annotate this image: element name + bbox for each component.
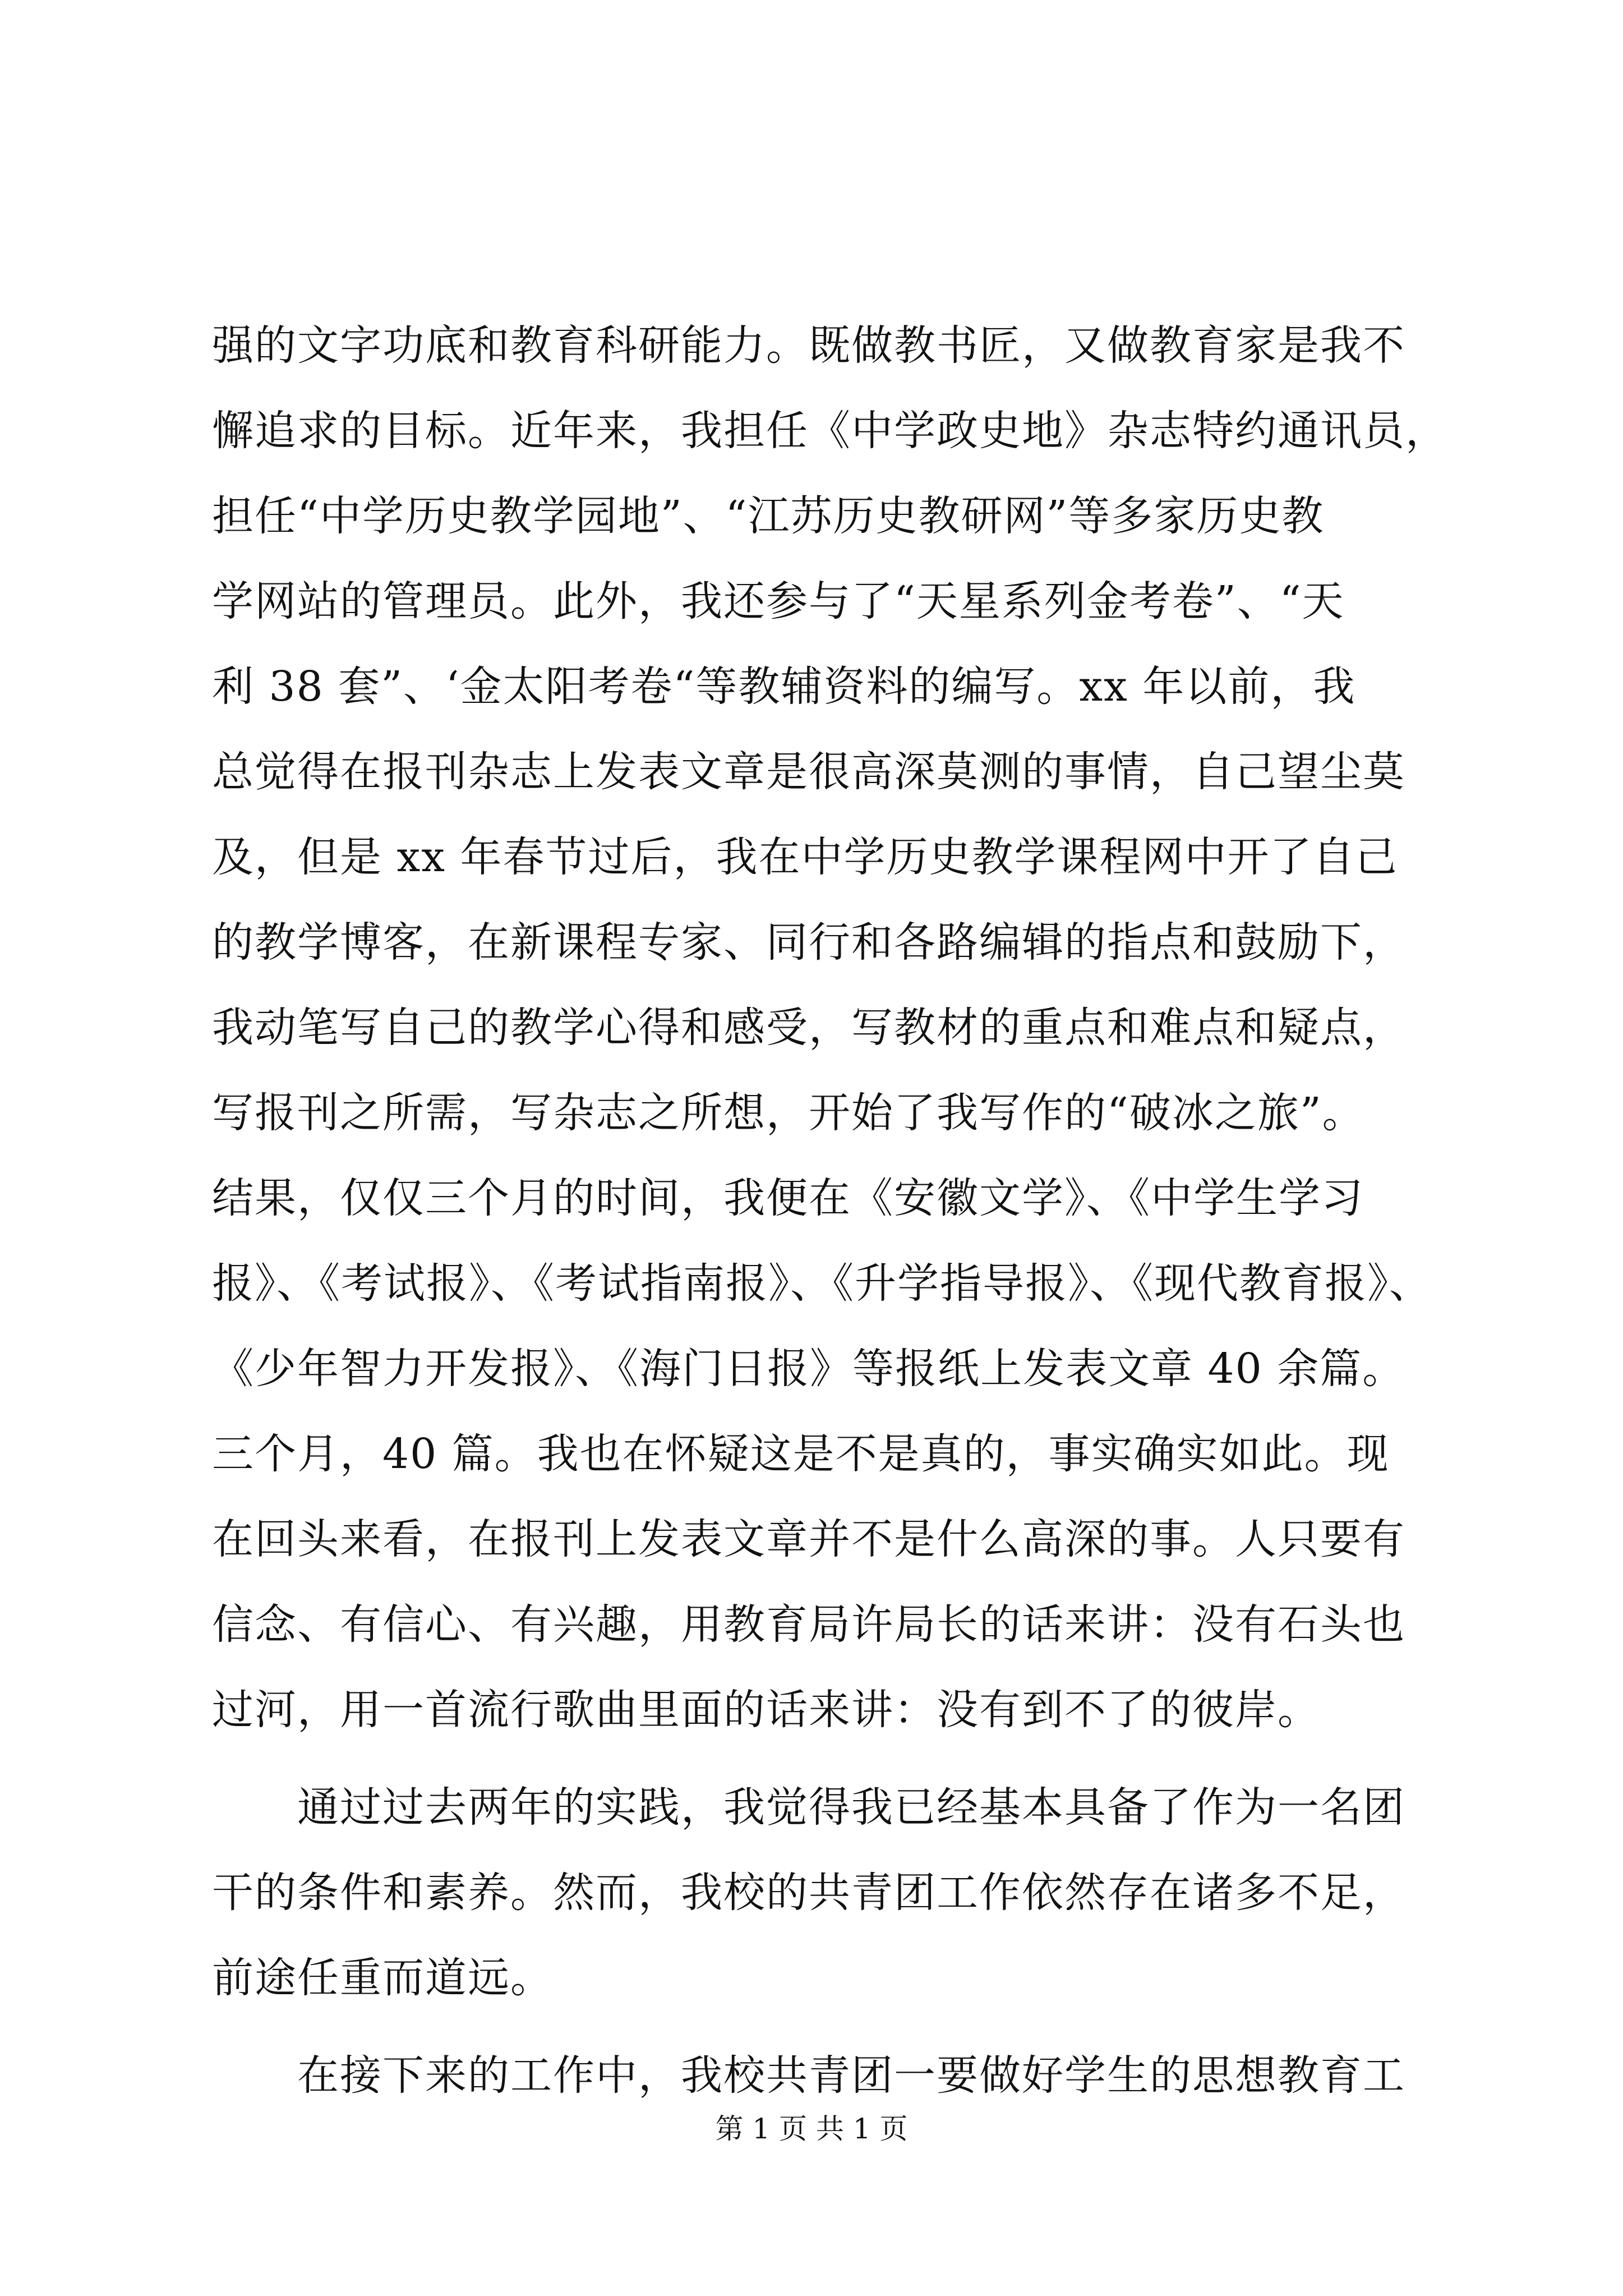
text-line: 担任“中学历史教学园地”、“江苏历史教研网”等多家历史教 (212, 492, 1325, 540)
paragraph-start-line: 在接下来的工作中，我校共青团一要做好学生的思想教育工 (212, 2051, 1405, 2100)
text-line: 利 38 套”、‘金太阳考卷“等教辅资料的编写。xx 年以前，我 (212, 662, 1356, 711)
text-line: 干的条件和素养。然而，我校的共青团工作依然存在诸多不足， (212, 1869, 1405, 1917)
paragraph-start-line: 通过过去两年的实践，我觉得我已经基本具备了作为一名团 (212, 1783, 1405, 1832)
text-line: 及，但是 xx 年春节过后，我在中学历史教学课程网中开了自己 (212, 833, 1398, 881)
text-line: 结果，仅仅三个月的时间，我便在《安徽文学》、《中学生学习 (212, 1174, 1364, 1222)
text-line: 在回头来看，在报刊上发表文章并不是什么高深的事。人只要有 (212, 1515, 1405, 1563)
text-line: 过河，用一首流行歌曲里面的话来讲：没有到不了的彼岸。 (212, 1686, 1320, 1734)
text-line: 我动笔写自己的教学心得和感受，写教材的重点和难点和疑点， (212, 1004, 1405, 1052)
text-line: 三个月，40 篇。我也在怀疑这是不是真的，事实确实如此。现 (212, 1430, 1390, 1478)
text-line: 学网站的管理员。此外，我还参与了“天星系列金考卷”、“天 (212, 577, 1345, 625)
document-body (212, 303, 1468, 2118)
page-footer (0, 2109, 1623, 2148)
text-line: 写报刊之所需，写杂志之所想，开始了我写作的“破冰之旅”。 (212, 1089, 1365, 1137)
text-line: 前途任重而道远。 (212, 1954, 553, 2002)
text-line: 信念、有信心、有兴趣，用教育局许局长的话来讲：没有石头也 (212, 1600, 1405, 1649)
text-line: 懈追求的目标。近年来，我担任《中学政史地》杂志特约通讯员， (212, 407, 1448, 455)
page-number-label: 第 1 页 共 1 页 (715, 2113, 908, 2145)
text-line: 报》、《考试报》、《考试指南报》、《升学指导报》、《现代教育报》、 (212, 1259, 1432, 1308)
text-line: 的教学博客，在新课程专家、同行和各路编辑的指点和鼓励下， (212, 918, 1405, 967)
text-line: 《少年智力开发报》、《海门日报》等报纸上发表文章 40 余篇。 (212, 1345, 1405, 1393)
text-line: 强的文字功底和教育科研能力。既做教书匠，又做教育家是我不 (212, 321, 1405, 370)
text-line: 总觉得在报刊杂志上发表文章是很高深莫测的事情，自己望尘莫 (212, 748, 1405, 796)
